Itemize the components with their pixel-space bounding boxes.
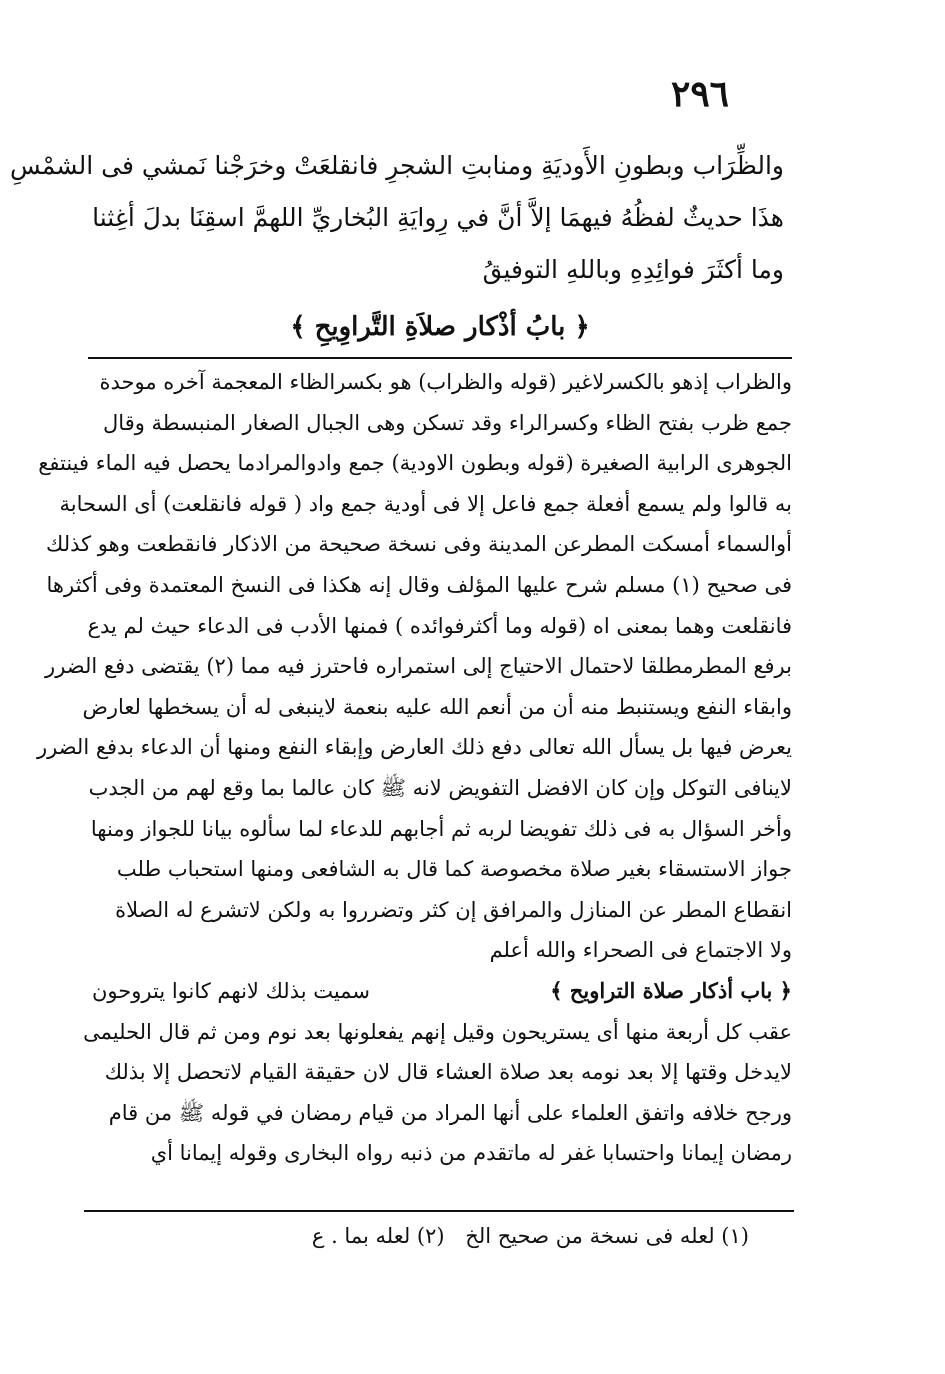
main-text-line: والظِّرَاب وبطونِ الأَوديَةِ ومنابتِ الشجرِ فانقلعَتْ وخرَجْنا نَمشي فى الشمْسِ (10, 151, 784, 180)
footnote: (٢) لعله بما . ع (311, 1224, 445, 1248)
main-text-line: وما أكثَرَ فوائِدِهِ وباللهِ التوفيقُ (482, 255, 784, 284)
commentary-line: وأخر السؤال به فى ذلك تفويضا لربه ثم أجابهم للدعاء لما سألوه بيانا للجواز ومنها (90, 816, 792, 841)
footnote-divider (84, 1210, 794, 1212)
commentary-line: الجوهرى الرابية الصغيرة (قوله وبطون الاودية) جمع وادوالمرادما يحصل فيه الماء فينتفع (38, 451, 792, 476)
commentary-line: عقب كل أربعة منها أى يستريحون وقيل إنهم يفعلونها بعد نوم ومن ثم قال الحليمى (83, 1019, 792, 1044)
main-text (10, 140, 784, 296)
commentary-line: يعرض فيها بل يسأل الله تعالى دفع ذلك العارض وإبقاء النفع ومنها أن الدعاء بدفع الضرر (36, 735, 792, 760)
commentary-line: ولا الاجتماع فى الصحراء والله أعلم (489, 938, 792, 963)
commentary-line: به قالوا ولم يسمع أفعلة جمع فاعل إلا فى أودية جمع واد ( قوله فانقلعت) أى السحابة (59, 491, 792, 516)
commentary (36, 362, 792, 1174)
commentary-line: ورجح خلافه واتفق العلماء على أنها المراد من قيام رمضان في قوله ﷺ من قام (108, 1100, 792, 1125)
footnote: (١) لعله فى نسخة من صحيح الخ (465, 1224, 749, 1248)
commentary-line: انقطاع المطر عن المنازل والمرافق إن كثر وتضرروا به ولكن لاتشرع له الصلاة (115, 897, 792, 922)
commentary-line: لايدخل وقتها إلا بعد نومه بعد صلاة العشاء قال لان حقيقة القيام لاتحصل إلا بذلك (104, 1060, 792, 1085)
commentary-line: فى صحيح (١) مسلم شرح عليها المؤلف وقال إنه هكذا فى النسخ المعتمدة وفى أكثرها (46, 572, 792, 597)
commentary-line: وابقاء النفع ويستنبط منه أن من أنعم الله عليه بنعمة لاينبغى له أن يسخطها لعارض (82, 694, 792, 719)
commentary-heading-continuation: سميت بذلك لانهم كانوا يتروحون (92, 978, 370, 1003)
chapter-heading: ﴿ بابُ أذْكار صلاَةِ التَّراوِيحِ ﴾ (290, 312, 590, 342)
commentary-line: والظراب إذهو بالكسرلاغير (قوله والظراب) هو بكسرالظاء المعجمة آخره موحدة (99, 370, 792, 394)
main-text-line: هذَا حديثٌ لفظُهُ فيهمَا إلاَّ أنَّ في رِوايَةِ البُخاريِّ اللهمَّ اسقِنَا بدلَ أغِثنا (92, 203, 784, 232)
commentary-line: جمع ظرب بفتح الظاء وكسرالراء وقد تسكن وهى الجبال الصغار المنبسطة وقال (103, 410, 792, 435)
commentary-line: رمضان إيمانا واحتسابا غفر له ماتقدم من ذنبه رواه البخارى وقوله إيمانا أي (150, 1141, 792, 1166)
commentary-heading-line (92, 971, 792, 1012)
commentary-line: جواز الاستسقاء بغير صلاة مخصوصة كما قال به الشافعى ومنها استحباب طلب (116, 857, 792, 882)
commentary-line: أوالسماء أمسكت المطرعن المدينة وفى نسخة صحيحة من الاذكار فانقطعت وهو كذلك (46, 532, 792, 557)
top-divider (88, 357, 792, 359)
commentary-line: برفع المطرمطلقا لاحتمال الاحتياج إلى استمراره فاحترز فيه مما (٢) يقتضى دفع الضرر (45, 654, 792, 679)
page-number: ٢٩٦ (670, 73, 729, 115)
commentary-line: لاينافى التوكل وإن كان الافضل التفويض لانه ﷺ كان عالما بما وقع لهم من الجدب (88, 775, 792, 800)
commentary-chapter-heading: ﴿ باب أذكار صلاة التراويح ﴾ (550, 977, 792, 1003)
footnotes (189, 1218, 749, 1254)
commentary-line: فانقلعت وهما بمعنى اه (قوله وما أكثرفوائده ) فمنها الأدب فى الدعاء حيث لم يدع (87, 613, 792, 638)
